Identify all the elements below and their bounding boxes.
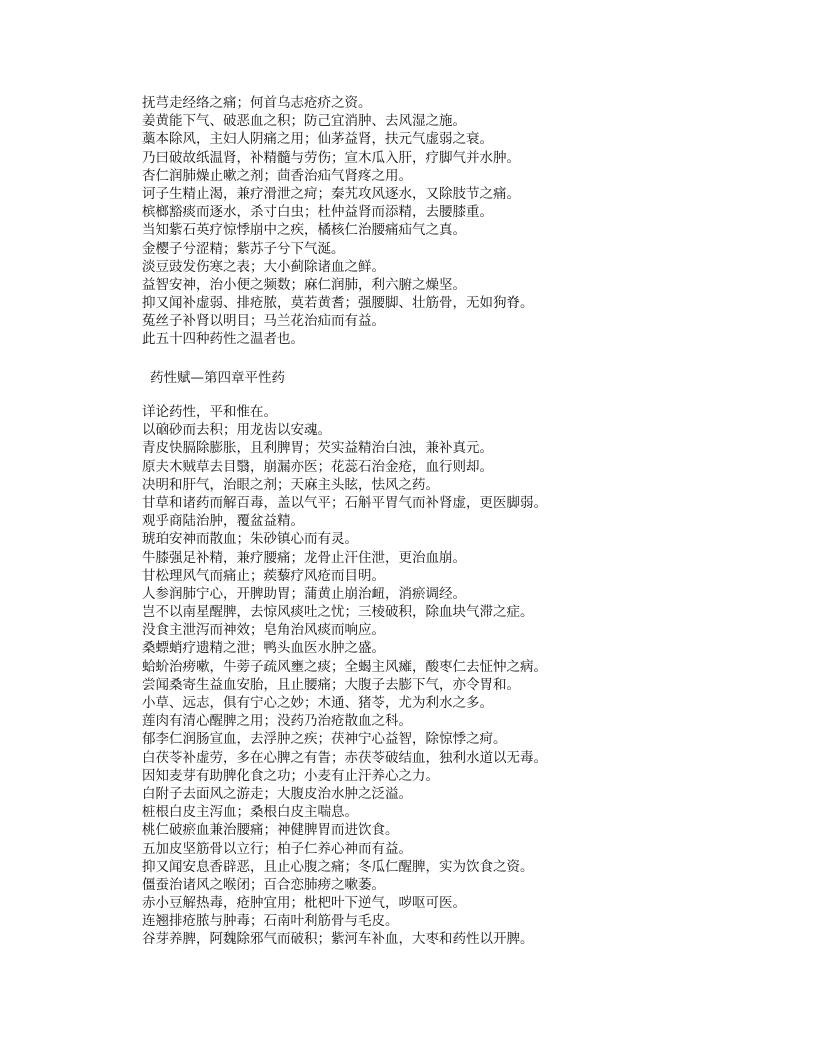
text-line: 白茯苓补虚劳，多在心脾之有眚；赤茯苓破结血，独利水道以无毒。 bbox=[142, 749, 547, 766]
text-line: 琥珀安神而散血；朱砂镇心而有灵。 bbox=[142, 531, 358, 548]
text-line: 详论药性，平和惟在。 bbox=[142, 404, 277, 420]
text-line: 白附子去面风之游走；大腹皮治水肿之泛溢。 bbox=[142, 785, 412, 802]
text-line: 尝闻桑寄生益血安胎，且止腰痛；大腹子去膨下气，亦令胃和。 bbox=[142, 676, 520, 693]
chapter-heading: 药性赋—第四章平性药 bbox=[150, 370, 285, 386]
text-line: 淡豆豉发伤寒之表；大小蓟除诸血之鲜。 bbox=[142, 258, 385, 275]
herb-verse-section-neutral bbox=[142, 403, 782, 949]
text-line: 观乎商陆治肿，覆盆益精。 bbox=[142, 513, 304, 530]
text-line: 当知紫石英疗惊悸崩中之疾，橘核仁治腰痛疝气之真。 bbox=[142, 222, 466, 239]
text-line: 岂不以南星醒脾，去惊风痰吐之忧；三棱破积，除血块气滞之症。 bbox=[142, 604, 534, 621]
herb-verse-section-warm bbox=[142, 94, 782, 349]
text-line: 莲肉有清心醒脾之用；没药乃治疮散血之科。 bbox=[142, 713, 412, 730]
text-line: 以硇砂而去积；用龙齿以安魂。 bbox=[142, 422, 331, 439]
text-line: 姜黄能下气、破恶血之积；防己宜消肿、去风湿之施。 bbox=[142, 113, 466, 130]
text-line: 乃曰破故纸温肾，补精髓与劳伤；宣木瓜入肝，疗脚气并水肿。 bbox=[142, 149, 520, 166]
text-line: 甘草和诸药而解百毒，盖以气平；石斛平胃气而补肾虚，更医脚弱。 bbox=[142, 494, 547, 511]
text-line: 原夫木贼草去目翳，崩漏亦医；花蕊石治金疮，血行则却。 bbox=[142, 458, 493, 475]
section-summary: 此五十四种药性之温者也。 bbox=[142, 331, 304, 348]
text-line: 益智安神，治小便之频数；麻仁润肺，利六腑之燥坚。 bbox=[142, 276, 466, 293]
text-line: 小草、远志，俱有宁心之妙；木通、猪苓，尤为利水之多。 bbox=[142, 695, 493, 711]
text-line: 赤小豆解热毒，疮肿宜用；枇杷叶下逆气，哕呕可医。 bbox=[142, 895, 466, 912]
text-line: 桃仁破瘀血兼治腰痛；神健脾胃而进饮食。 bbox=[142, 822, 399, 839]
text-line: 没食主泄泻而神效；皂角治风痰而响应。 bbox=[142, 622, 385, 639]
text-line: 杏仁润肺燥止嗽之剂；茴香治疝气肾疼之用。 bbox=[142, 167, 412, 184]
text-line: 抑又闻补虚弱、排疮脓，莫若黄耆；强腰脚、壮筋骨，无如狗脊。 bbox=[142, 295, 534, 312]
text-line: 藁本除风，主妇人阴痛之用；仙茅益肾，扶元气虚弱之衰。 bbox=[142, 131, 493, 148]
text-line: 决明和肝气，治眼之剂；天麻主头眩，怯风之药。 bbox=[142, 476, 439, 493]
text-line: 郁李仁润肠宣血，去浮肿之疾；茯神宁心益智，除惊悸之疴。 bbox=[142, 731, 507, 748]
text-line: 谷芽养脾，阿魏除邪气而破积；紫河车补血，大枣和药性以开脾。 bbox=[142, 931, 534, 948]
text-line: 抑又闻安息香辟恶，且止心腹之痛；冬瓜仁醒脾，实为饮食之资。 bbox=[142, 858, 534, 875]
text-line: 甘松理风气而痛止；蒺藜疗风疮而目明。 bbox=[142, 567, 385, 584]
text-line: 青皮快膈除膨胀，且利脾胃；芡实益精治白浊，兼补真元。 bbox=[142, 440, 493, 457]
text-line: 连翘排疮脓与肿毒；石南叶利筋骨与毛皮。 bbox=[142, 913, 399, 930]
text-line: 菟丝子补肾以明目；马兰花治疝而有益。 bbox=[142, 313, 385, 330]
text-line: 抚芎走经络之痛；何首乌志疮疥之资。 bbox=[142, 95, 372, 111]
text-line: 桑螵蛸疗遗精之泄；鸭头血医水肿之盛。 bbox=[142, 640, 385, 657]
text-line: 槟榔豁痰而逐水，杀寸白虫；杜仲益肾而添精，去腰膝重。 bbox=[142, 204, 493, 221]
text-line: 金樱子兮涩精；紫苏子兮下气涎。 bbox=[142, 240, 345, 257]
text-line: 五加皮坚筋骨以立行；柏子仁养心神而有益。 bbox=[142, 840, 412, 857]
text-line: 蛤蚧治痨嗽，牛蒡子疏风壅之痰；全蝎主风瘫，酸枣仁去怔忡之病。 bbox=[142, 658, 547, 675]
text-line: 因知麦芽有助脾化食之功；小麦有止汗养心之力。 bbox=[142, 767, 439, 784]
text-line: 人参润肺宁心，开脾助胃；蒲黄止崩治衄，消瘀调经。 bbox=[142, 585, 466, 602]
text-line: 牛膝强足补精，兼疗腰痛；龙骨止汗住泄，更治血崩。 bbox=[142, 549, 466, 566]
text-line: 诃子生精止渴，兼疗滑泄之疴；秦艽攻风逐水，又除肢节之痛。 bbox=[142, 185, 520, 202]
text-line: 僵蚕治诸风之喉闭；百合恋肺痨之嗽萎。 bbox=[142, 876, 385, 893]
text-line: 桩根白皮主泻血；桑根白皮主喘息。 bbox=[142, 804, 358, 821]
